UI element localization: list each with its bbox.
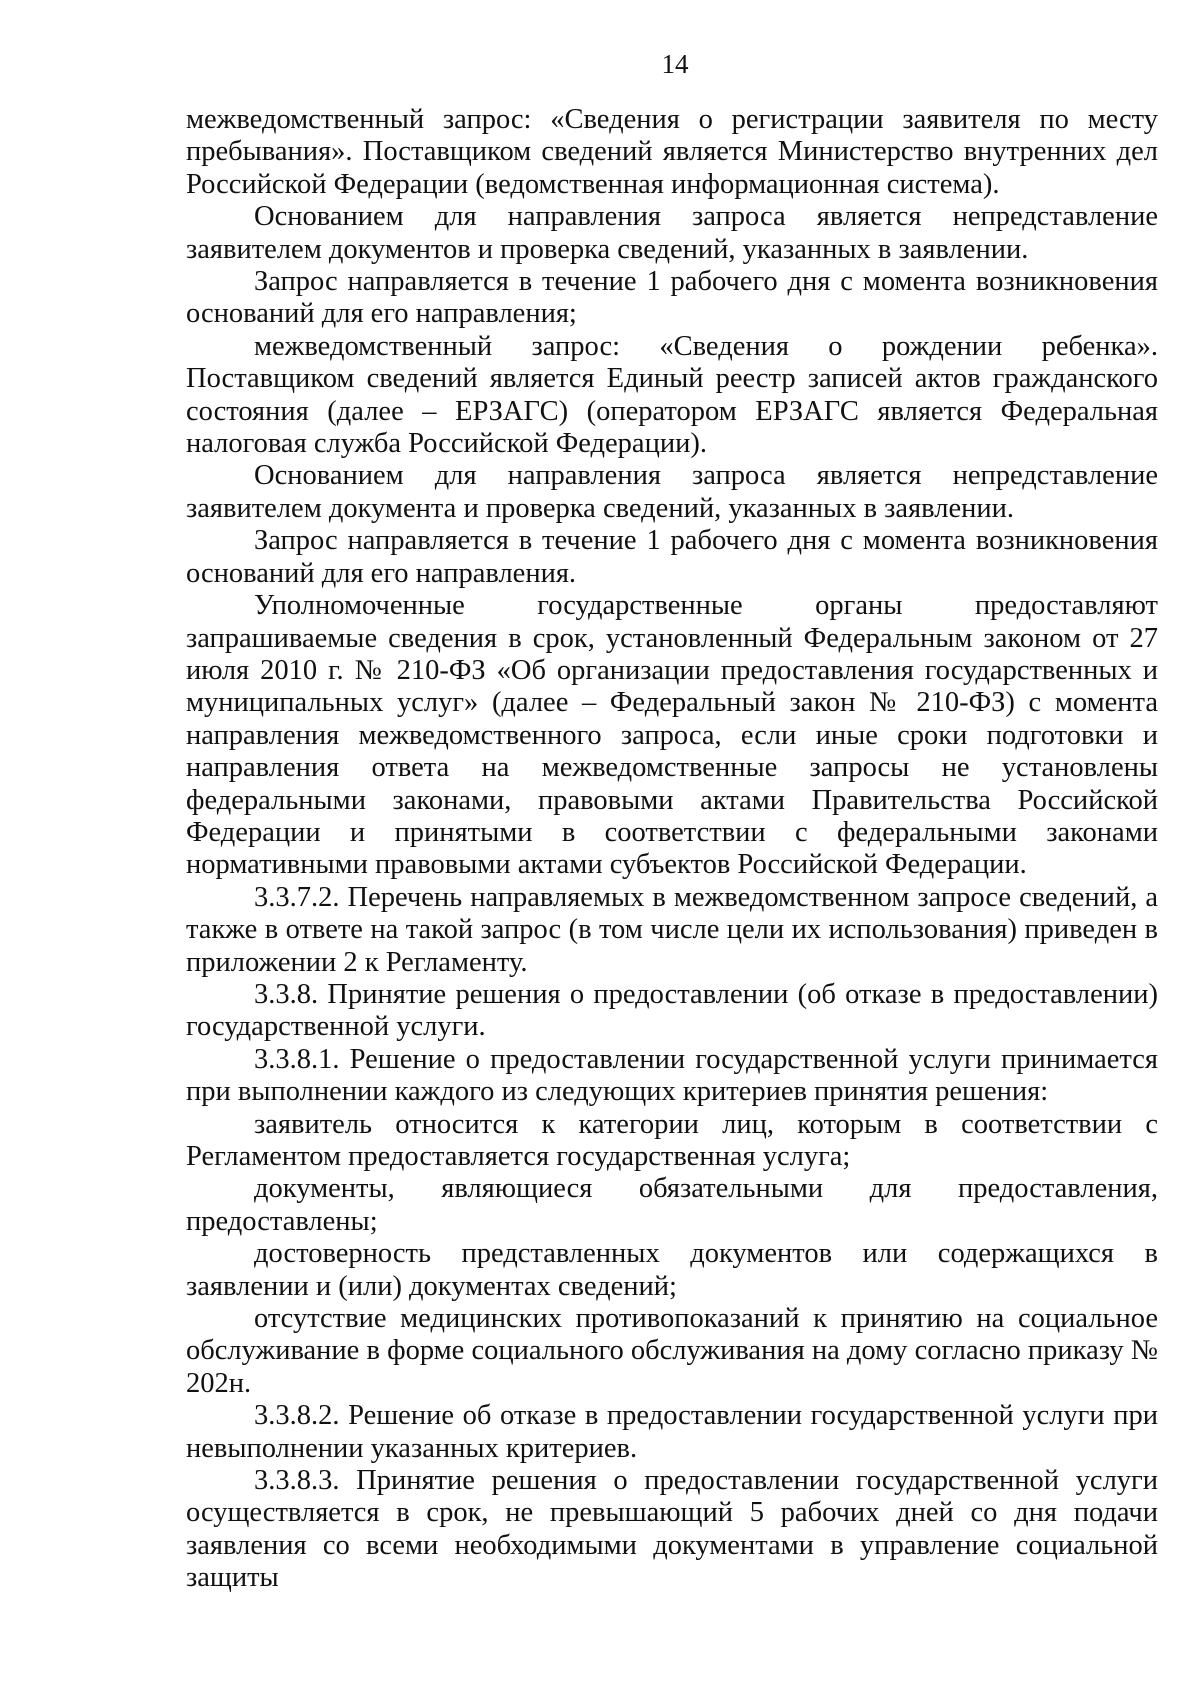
- paragraph: заявитель относится к категории лиц, которым в соответствии с Регламентом предоставляется государственная услуга;: [186, 1108, 1158, 1172]
- paragraph: 3.3.7.2. Перечень направляемых в межведомственном запросе сведений, а также в ответе на такой запрос (в том числе цели их использования) приведен в приложении 2 к Регламенту.: [186, 881, 1158, 978]
- paragraph: межведомственный запрос: «Сведения о регистрации заявителя по месту пребывания». Поставщиком сведений является Министерство внутренних дел Российской Федерации (ведомственная информационная система).: [186, 104, 1158, 200]
- paragraph: межведомственный запрос: «Сведения о рождении ребенка». Поставщиком сведений является Единый реестр записей актов гражданского состояния (далее – ЕРЗАГС) (оператором ЕРЗАГС является Федеральная налоговая служба Российской Федерации).: [186, 330, 1158, 460]
- paragraph: отсутствие медицинских противопоказаний к принятию на социальное обслуживание в форме социального обслуживания на дому согласно приказу № 202н.: [186, 1303, 1158, 1399]
- paragraph: 3.3.8.3. Принятие решения о предоставлении государственной услуги осуществляется в срок, не превышающий 5 рабочих дней со дня подачи заявления со всеми необходимыми документами в управление социальной защиты: [186, 1465, 1158, 1594]
- paragraph: Запрос направляется в течение 1 рабочего дня с момента возникновения оснований для его направления.: [186, 525, 1158, 589]
- paragraph: 3.3.8. Принятие решения о предоставлении (об отказе в предоставлении) государственной услуги.: [186, 978, 1158, 1043]
- paragraph: Уполномоченные государственные органы предоставляют запрашиваемые сведения в срок, установленный Федеральным законом от 27 июля 2010 г. № 210-ФЗ «Об организации предоставления государственных и муниципальных услуг» (далее – Федеральный закон № 210-ФЗ) с момента направления межведомственного запроса, если иные сроки подготовки и направления ответа на межведомственные запросы не установлены федеральными законами, правовыми актами Правительства Российской Федерации и принятыми в соответствии с федеральными законами нормативными правовыми актами субъектов Российской Федерации.: [186, 590, 1158, 881]
- paragraph: документы, являющиеся обязательными для предоставления, предоставлены;: [186, 1173, 1158, 1237]
- page-number: 14: [661, 49, 689, 79]
- paragraph: 3.3.8.2. Решение об отказе в предоставлении государственной услуги при невыполнении указанных критериев.: [186, 1400, 1158, 1464]
- document-body: [186, 104, 1158, 1595]
- paragraph: достоверность представленных документов или содержащихся в заявлении и (или) документах сведений;: [186, 1238, 1158, 1302]
- paragraph: 3.3.8.1. Решение о предоставлении государственной услуги принимается при выполнении каждого из следующих критериев принятия решения:: [186, 1043, 1158, 1108]
- paragraph: Запрос направляется в течение 1 рабочего дня с момента возникновения оснований для его направления;: [186, 266, 1158, 330]
- paragraph: Основанием для направления запроса является непредставление заявителем документа и проверка сведений, указанных в заявлении.: [186, 460, 1158, 524]
- paragraph: Основанием для направления запроса является непредставление заявителем документов и проверка сведений, указанных в заявлении.: [186, 201, 1158, 265]
